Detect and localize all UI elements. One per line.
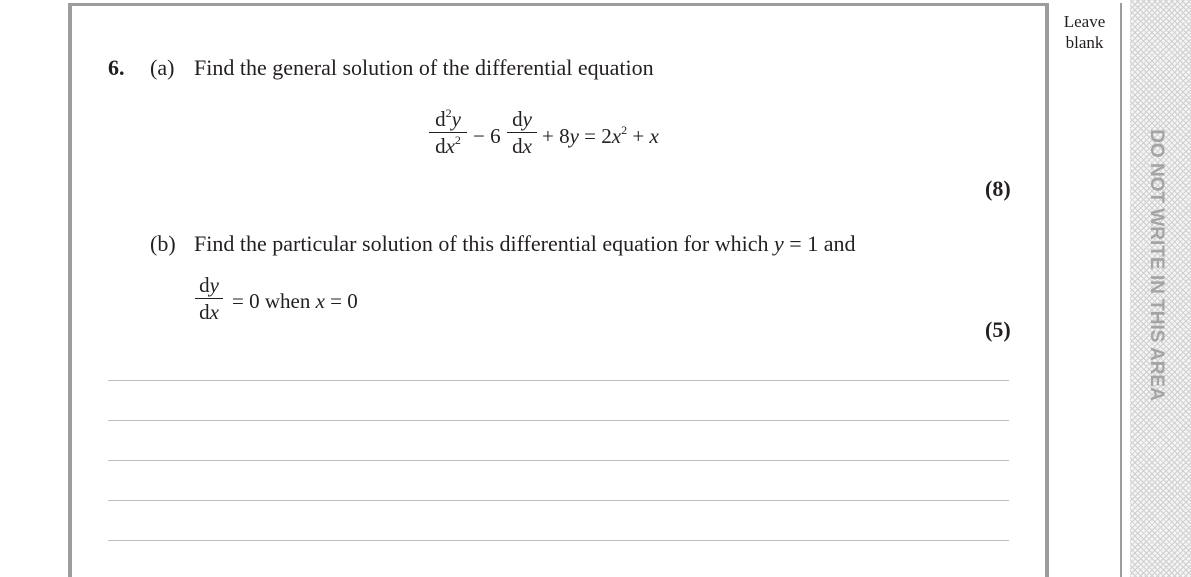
page-frame-left [68, 3, 72, 577]
leave-blank-line-2: blank [1065, 33, 1104, 52]
part-a-marks: (8) [985, 176, 1011, 201]
fraction-bar [507, 132, 537, 133]
equation-minus-six: − 6 [473, 124, 501, 148]
fraction-denominator: dx [199, 300, 219, 325]
part-b-label: (b) [150, 231, 176, 256]
leave-blank-line-1: Leave [1063, 12, 1106, 31]
condition-rest: = 0 when x = 0 [232, 289, 358, 313]
answer-line[interactable] [108, 420, 1009, 421]
fraction-dy-dx [507, 107, 537, 158]
answer-line[interactable] [108, 460, 1009, 461]
question-number: 6. [108, 55, 125, 80]
answer-line[interactable] [108, 380, 1009, 381]
part-a-label: (a) [150, 55, 175, 80]
leave-blank-label [1049, 11, 1120, 53]
fraction-numerator: dy [199, 273, 219, 297]
do-not-write-text: DO NOT WRITE IN THIS AREA [1146, 129, 1167, 401]
fraction-denominator: $dx^2$ [435, 133, 461, 159]
page-frame-top [68, 3, 1048, 6]
fraction-denominator: dx [512, 134, 532, 159]
fraction-d2y-dx2 [429, 107, 467, 158]
fraction-numerator: dy [512, 107, 532, 131]
equation-right-side: + $8y = 2x^2 + x$ [542, 123, 659, 148]
condition-fraction-dy-dx [195, 273, 223, 324]
part-b-marks: (5) [985, 317, 1011, 342]
part-b-text: Find the particular solution of this differential equation for which y = 1 and [194, 231, 856, 256]
fraction-numerator: $d^2y$ [435, 106, 461, 131]
answer-line[interactable] [108, 540, 1009, 541]
margin-divider [1120, 3, 1122, 577]
fraction-bar [195, 298, 223, 299]
answer-line[interactable] [108, 500, 1009, 501]
part-a-text: Find the general solution of the differential equation [194, 55, 654, 80]
page-frame-right [1045, 3, 1049, 577]
